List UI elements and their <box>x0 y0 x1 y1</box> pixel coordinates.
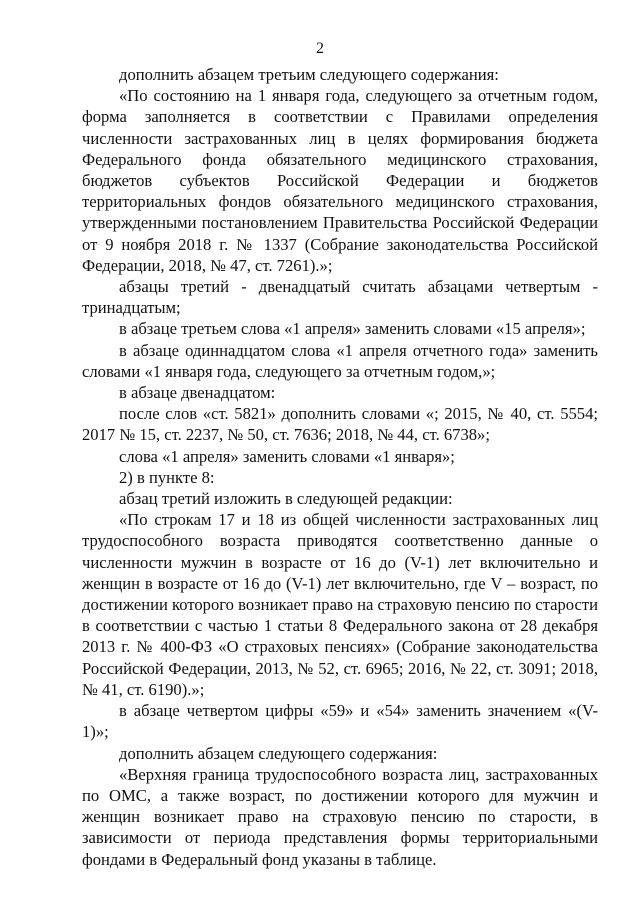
paragraph-9: 2) в пункте 8: <box>119 467 215 487</box>
paragraph-5: в абзаце одиннадцатом слова «1 апреля отчетного года» заменить словами «1 января года, следующего за отчетным годом,»; <box>82 340 598 381</box>
paragraph-2: «По состоянию на 1 января года, следующего за отчетным годом, форма заполняется в соответствии с Правилами определения численности застрахованных лиц в целях формирования бюджета Федерального фонда обязательного медицинского страхования, бюджетов субъектов Российской Федерации и бюджетов территориальных фондов обязательного медицинского страхования, утвержденными постановлением Правительства Российской Федерации от 9 ноября 2018 г. № 1337 (Собрание законодательства Российской Федерации, 2018, № 47, ст. 7261).»; <box>82 86 598 275</box>
paragraph-4: в абзаце третьем слова «1 апреля» заменить словами «15 апреля»; <box>119 319 586 339</box>
paragraph-6: в абзаце двенадцатом: <box>119 383 276 403</box>
paragraph-13: дополнить абзацем следующего содержания: <box>119 743 438 763</box>
paragraph-10: абзац третий изложить в следующей редакции: <box>119 489 453 509</box>
paragraph-7: после слов «ст. 5821» дополнить словами «; 2015, № 40, ст. 5554; 2017 № 15, ст. 2237, № 50, ст. 7636; 2018, № 44, ст. 6738»; <box>82 404 598 445</box>
paragraph-1: дополнить абзацем третьим следующего содержания: <box>119 65 499 84</box>
paragraph-8: слова «1 апреля» заменить словами «1 января»; <box>119 446 455 466</box>
paragraph-14: «Верхняя граница трудоспособного возраста лиц, застрахованных по ОМС, а также возраст, по достижении которого для мужчин и женщин возникает право на страховую пенсию по старости, в зависимости от периода представления формы территориальными фондами в Федеральный фонд указаны в таблице. <box>82 764 598 869</box>
paragraph-12: в абзаце четвертом цифры «59» и «54» заменить значением «(V-1)»; <box>82 701 598 742</box>
page-number: 2 <box>316 40 324 57</box>
paragraph-11: «По строкам 17 и 18 из общей численности застрахованных лиц трудоспособного возраста приводятся соответственно данные о численности мужчин в возрасте от 16 до (V-1) лет включительно и женщин в возрасте от 16 до (V-1) лет включительно, где V – возраст, по достижении которого возникает право на страховую пенсию по старости в соответствии с частью 1 статьи 8 Федерального закона от 28 декабря 2013 г. № 400-ФЗ «О страховых пенсиях» (Собрание законодательства Российской Федерации, 2013, № 52, ст. 6965; 2016, № 22, ст. 3091; 2018, № 41, ст. 6190).»; <box>82 510 598 699</box>
document-body <box>82 64 598 870</box>
paragraph-3: абзацы третий - двенадцатый считать абзацами четвертым - тринадцатым; <box>82 277 598 318</box>
